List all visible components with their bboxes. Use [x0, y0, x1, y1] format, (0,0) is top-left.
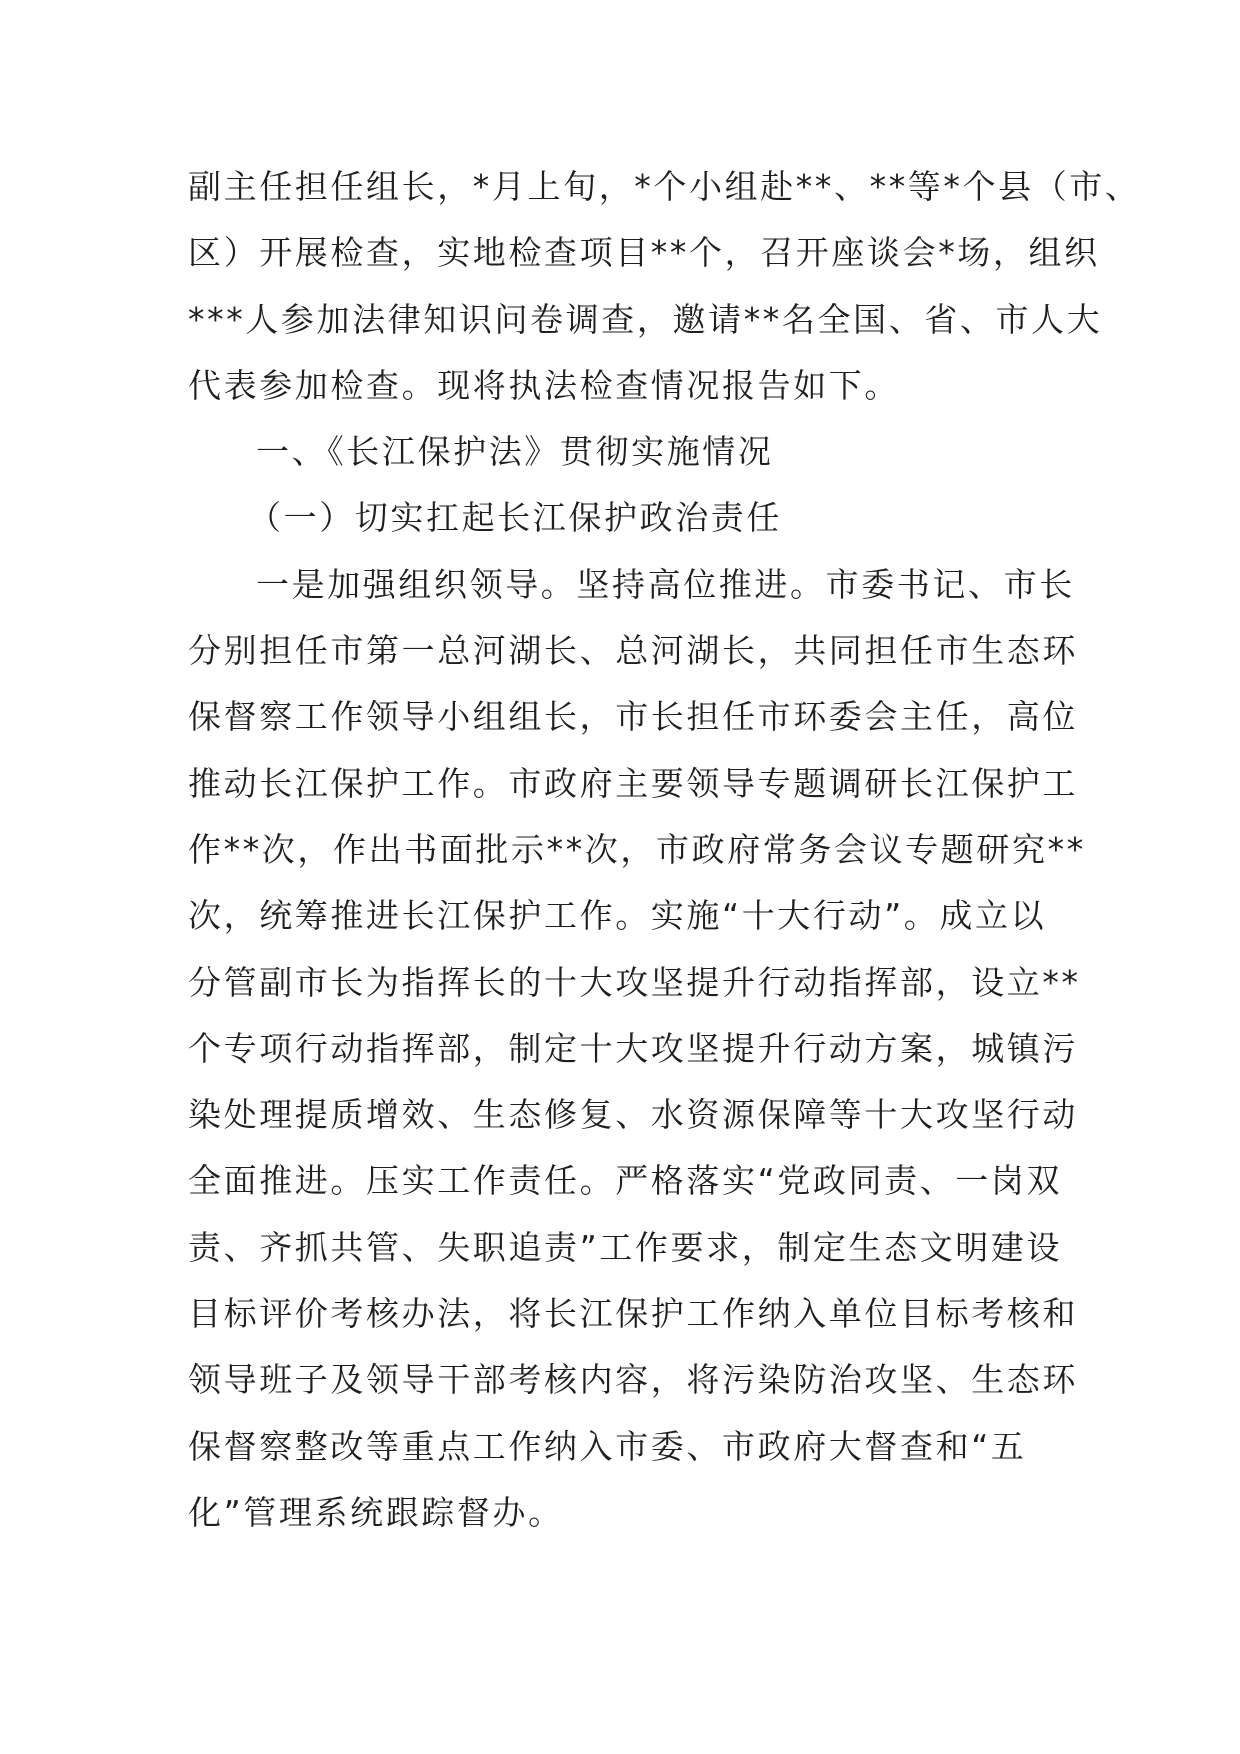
text-line: 责、齐抓共管、失职追责”工作要求，制定生态文明建设 [188, 1227, 1063, 1267]
text-line: 副主任担任组长，*月上旬，*个小组赴**、**等*个县（市、 [188, 167, 1141, 206]
text-line: 推动长江保护工作。市政府主要领导专题调研长江保护工 [188, 763, 1078, 803]
text-line: 一是加强组织领导。坚持高位推进。市委书记、市长 [256, 564, 1075, 604]
text-line: 目标评价考核办法，将长江保护工作纳入单位目标考核和 [188, 1294, 1078, 1334]
paragraph-body [188, 552, 1086, 1546]
text-line: 领导班子及领导干部考核内容，将污染防治攻坚、生态环 [188, 1360, 1078, 1400]
text-line: ***人参加法律知识问卷调查，邀请**名全国、省、市人大 [188, 299, 1103, 339]
text-line: 作**次，作出书面批示**次，市政府常务会议专题研究** [188, 829, 1086, 869]
section-heading [188, 419, 1058, 485]
text-line: 分别担任市第一总河湖长、总河湖长，共同担任市生态环 [188, 631, 1078, 671]
text-line: 保督察整改等重点工作纳入市委、市政府大督查和“五 [188, 1426, 1027, 1466]
text-line: 染处理提质增效、生态修复、水资源保障等十大攻坚行动 [188, 1095, 1078, 1135]
text-line: 代表参加检查。现将执法检查情况报告如下。 [188, 365, 900, 405]
text-line: 次，统筹推进长江保护工作。实施“十大行动”。成立以 [188, 896, 1047, 936]
text-line: 化”管理系统跟踪督办。 [188, 1492, 564, 1532]
subheading-line: （一）切实扛起长江保护政治责任 [248, 498, 782, 538]
text-line: 分管副市长为指挥长的十大攻坚提升行动指挥部，设立** [188, 962, 1081, 1002]
document-body [188, 154, 1141, 1546]
paragraph-intro [188, 154, 1141, 419]
subsection-heading [188, 485, 1058, 551]
text-line: 全面推进。压实工作责任。严格落实“党政同责、一岗双 [188, 1161, 1063, 1201]
text-line: 个专项行动指挥部，制定十大攻坚提升行动方案，城镇污 [188, 1028, 1078, 1068]
heading-line: 一、《长江保护法》贯彻实施情况 [256, 432, 774, 472]
text-line: 保督察工作领导小组组长，市长担任市环委会主任，高位 [188, 697, 1078, 737]
text-line: 区）开展检查，实地检查项目**个，召开座谈会*场，组织 [188, 233, 1100, 273]
